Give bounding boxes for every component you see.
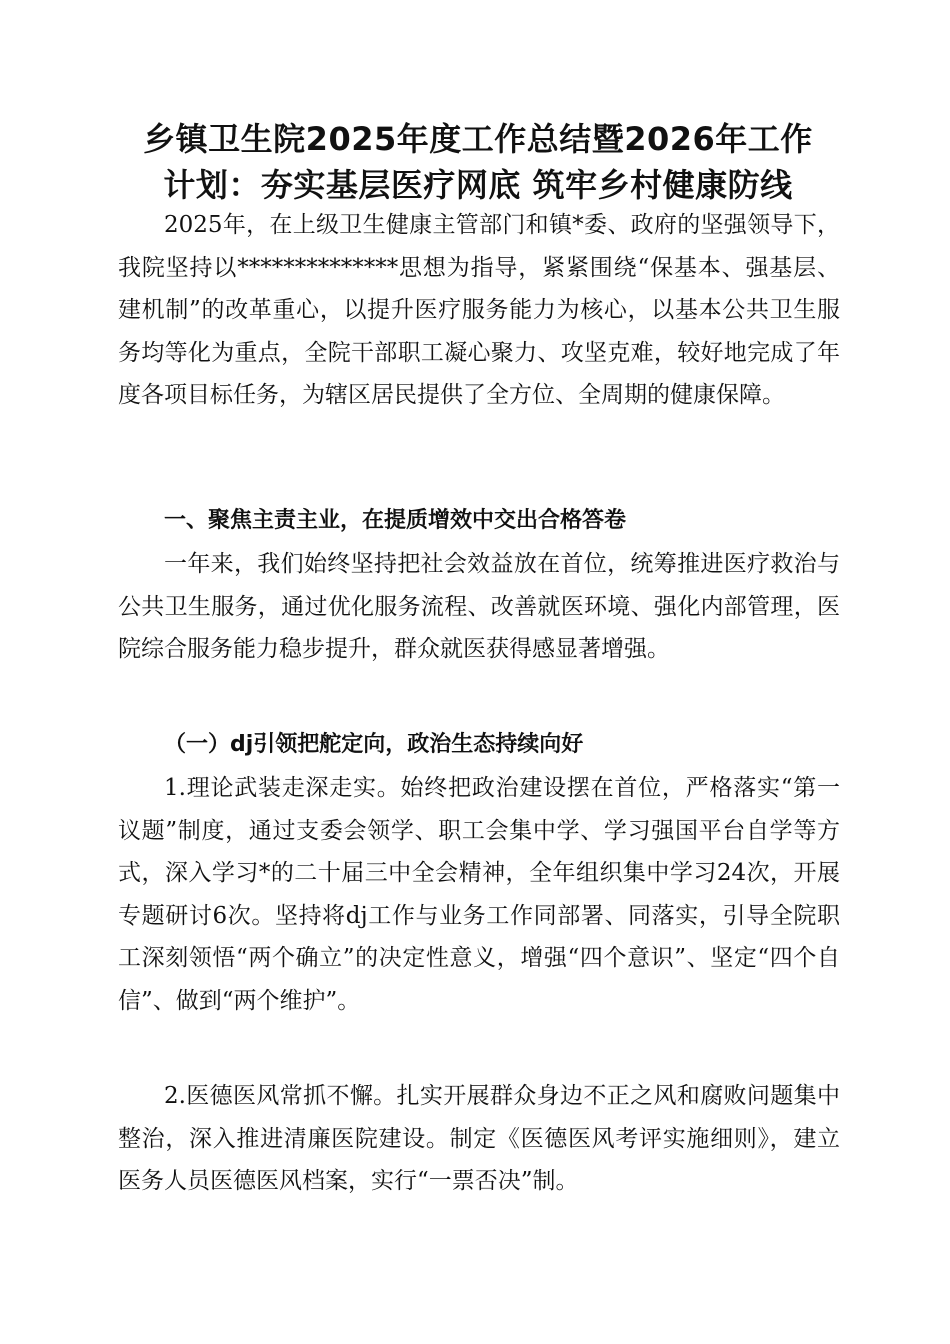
section-1-heading: 一、聚焦主责主业，在提质增效中交出合格答卷 <box>164 508 627 533</box>
item-2-paragraph: 2.医德医风常抓不懈。扎实开展群众身边不正之风和腐败问题集中整治，深入推进清廉医院建设。制定《医德医风考评实施细则》，建立医务人员医德医风档案，实行“一票否决”制。 <box>118 1083 840 1194</box>
item-1-paragraph: 1.理论武装走深走实。始终把政治建设摆在首位，严格落实“第一议题”制度，通过支委会领学、职工会集中学、学习强国平台自学等方式，深入学习*的二十届三中全会精神，全年组织集中学习24次，开展专题研讨6次。坚持将dj工作与业务工作同部署、同落实，引导全院职工深刻领悟“两个确立”的决定性意义，增强“四个意识”、坚定“四个自信”、做到“两个维护”。 <box>118 775 840 1014</box>
document-title <box>118 116 838 208</box>
intro-paragraph: 2025年，在上级卫生健康主管部门和镇*委、政府的坚强领导下，我院坚持以**************思想为指导，紧紧围绕“保基本、强基层、建机制”的改革重心，以提升医疗服务能力为核心，以基本公共卫生服务均等化为重点，全院干部职工凝心聚力、攻坚克难，较好地完成了年度各项目标任务，为辖区居民提供了全方位、全周期的健康保障。 <box>118 212 840 408</box>
section-1-paragraph: 一年来，我们始终坚持把社会效益放在首位，统筹推进医疗救治与公共卫生服务，通过优化服务流程、改善就医环境、强化内部管理，医院综合服务能力稳步提升，群众就医获得感显著增强。 <box>118 551 840 662</box>
subsection-1-heading: （一）dj引领把舵定向，政治生态持续向好 <box>164 732 584 757</box>
document-title-line-1: 乡镇卫生院2025年度工作总结暨2026年工作 <box>143 120 813 158</box>
document-title-line-2: 计划：夯实基层医疗网底 筑牢乡村健康防线 <box>163 166 793 204</box>
